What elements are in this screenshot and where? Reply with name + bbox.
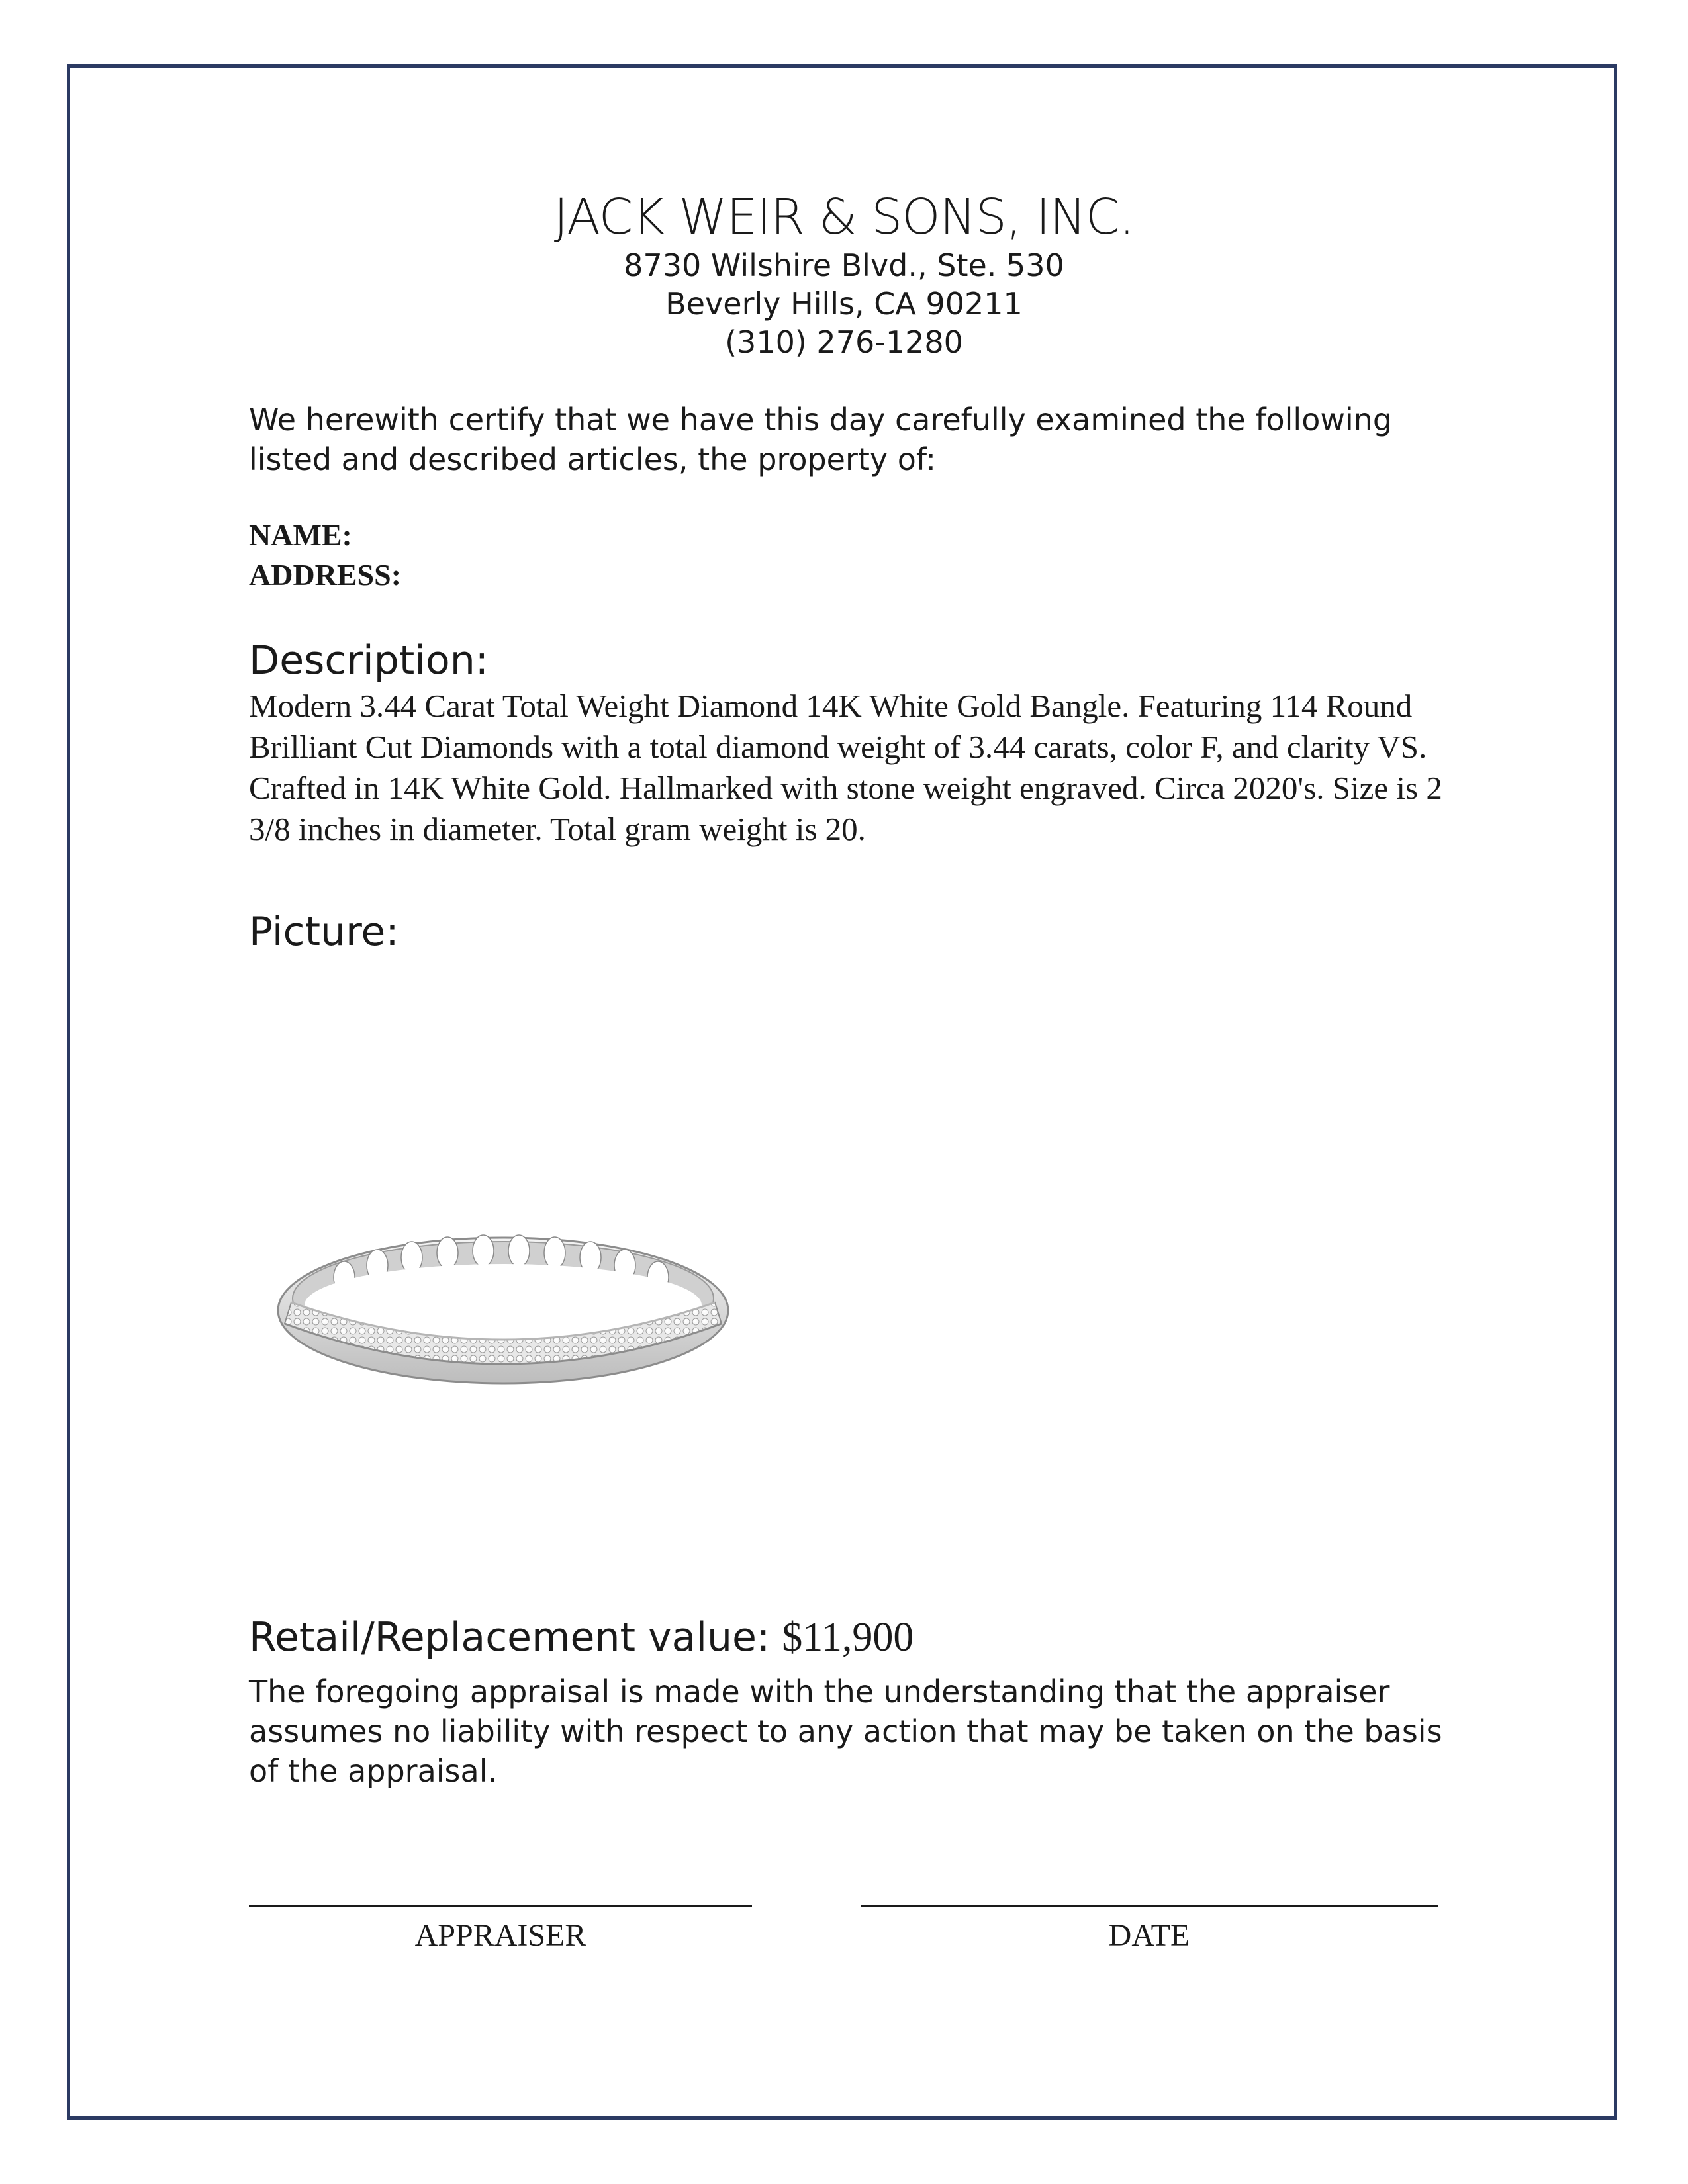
address-label: ADDRESS:: [249, 558, 402, 592]
date-label: DATE: [1108, 1918, 1190, 1953]
name-label: NAME:: [249, 518, 352, 552]
address-line-2: Beverly Hills, CA 90211: [665, 286, 1023, 322]
appraiser-label: APPRAISER: [414, 1918, 586, 1953]
phone-number: (310) 276-1280: [725, 324, 963, 360]
value-line: [249, 1614, 914, 1661]
value-label: Retail/Replacement value:: [249, 1614, 771, 1661]
company-name: JACK WEIR & SONS, INC.: [553, 189, 1135, 246]
disclaimer-text: The foregoing appraisal is made with the understanding that the appraiser assumes no liability with respect to any action that may be taken on the basis of the appraisal.: [249, 1674, 1442, 1789]
value-amount: $11,900: [782, 1615, 914, 1660]
appraiser-signature-line: [249, 1905, 752, 1907]
description-text: Modern 3.44 Carat Total Weight Diamond 14K White Gold Bangle. Featuring 114 Round Brilliant Cut Diamonds with a total diamond weight of 3.44 carats, color F, and clarity VS. Crafted in 14K White Gold. Hallmarked with stone weight engraved. Circa 2020's. Size is 2 3/8 inches in diameter. Total gram weight is 20.: [249, 688, 1442, 847]
date-signature-line: [861, 1905, 1438, 1907]
diamond-bangle-photo: [265, 1224, 741, 1410]
description-title: Description:: [249, 637, 489, 684]
certification-intro: We herewith certify that we have this day carefully examined the following listed and described articles, the property of:: [249, 402, 1393, 477]
address-line-1: 8730 Wilshire Blvd., Ste. 530: [624, 248, 1064, 283]
picture-title: Picture:: [249, 909, 399, 955]
page-border: [67, 64, 1617, 2120]
